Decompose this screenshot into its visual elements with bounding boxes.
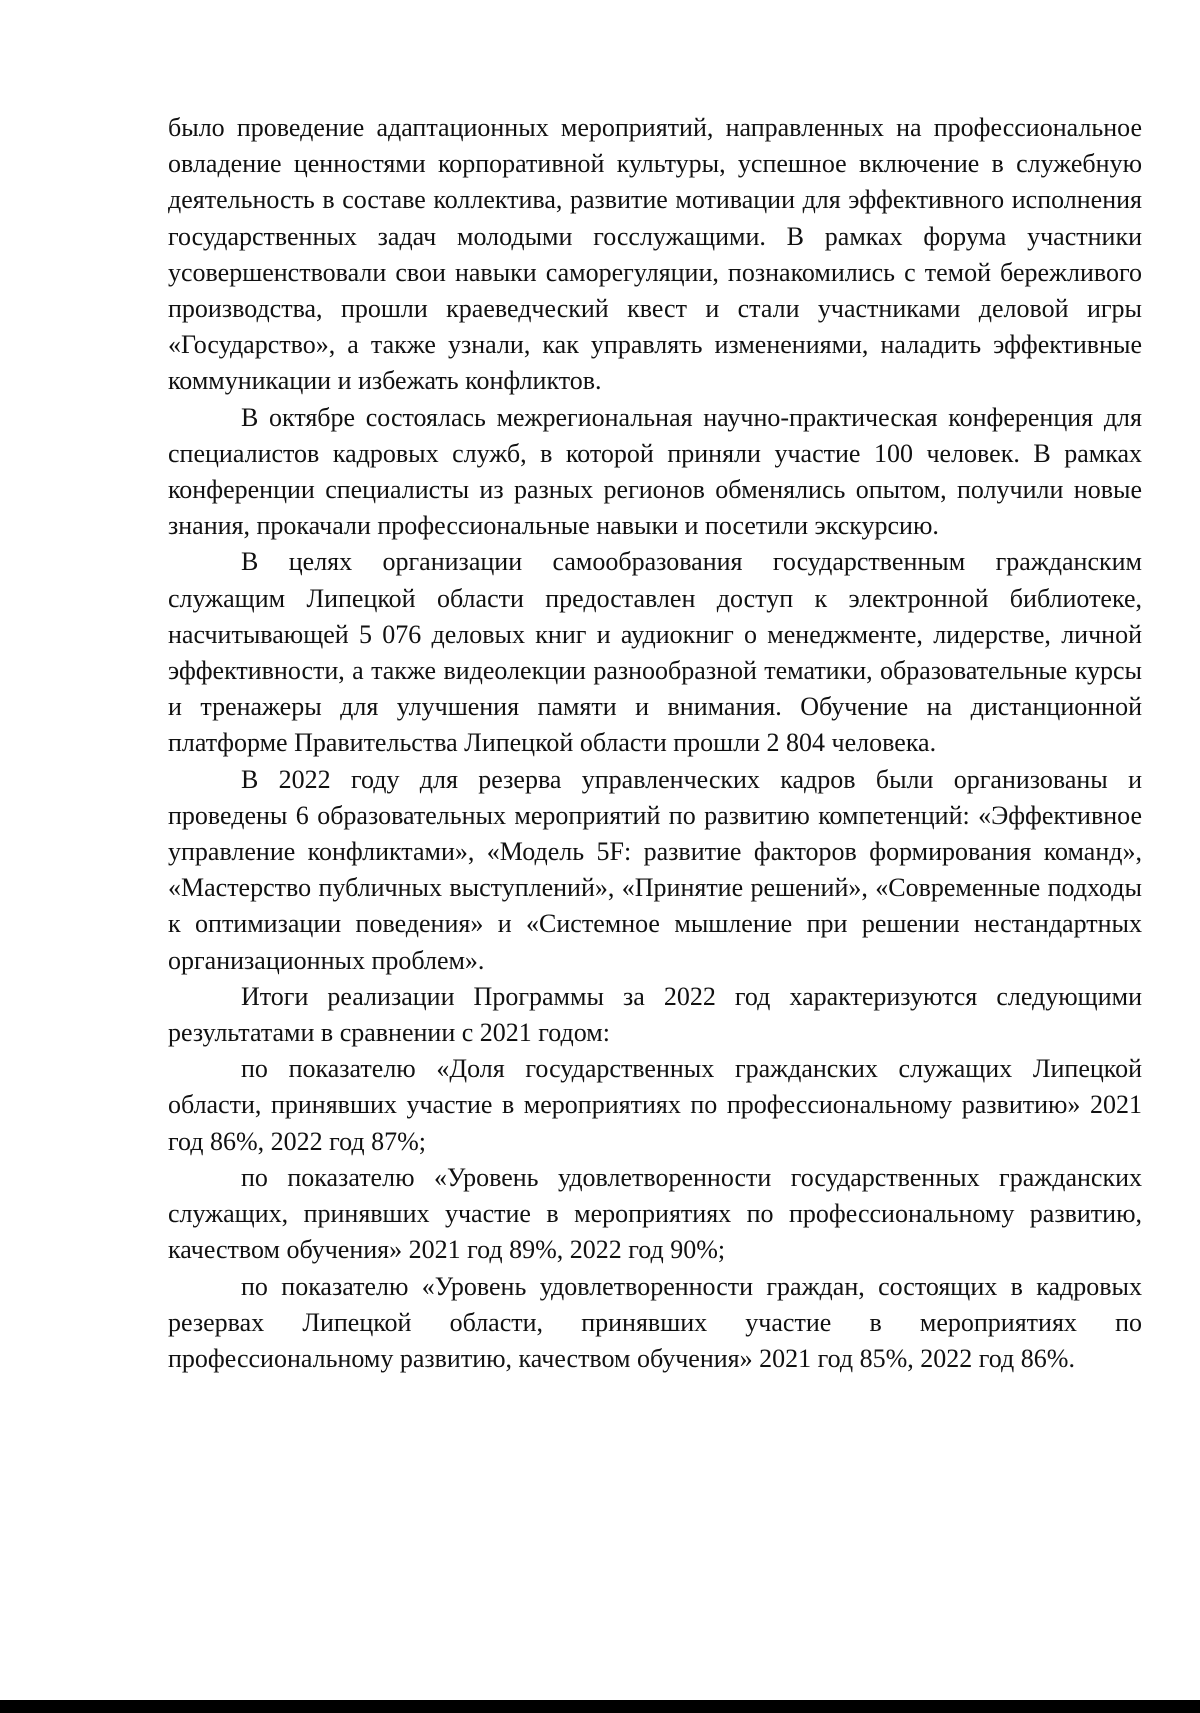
- paragraph-program-results: Итоги реализации Программы за 2022 год характеризуются следующими результатами в сравнении с 2021 годом:: [168, 981, 1142, 1048]
- paragraph-reserve-training: В 2022 году для резерва управленческих кадров были организованы и проведены 6 образовательных мероприятий по развитию компетенций: «Эффективное управление конфликтами», «Модель 5F: развитие факторов формирования команд», «Мастерство публичных выступлений», «Принятие решений», «Современные подходы к оптимизации поведения» и «Системное мышление при решении нестандартных организационных проблем».: [168, 764, 1142, 975]
- paragraph-conference: В октябре состоялась межрегиональная научно-практическая конференция для специалистов кадровых служб, в которой приняли участие 100 человек. В рамках конференции специалисты из разных регионов обменялись опытом, получили новые знания, прокачали профессиональные навыки и посетили экскурсию.: [168, 402, 1142, 541]
- scan-bottom-edge: [0, 1700, 1200, 1713]
- paragraph-indicator-civil-servants-satisfaction: по показателю «Уровень удовлетворенности государственных гражданских служащих, принявших участие в мероприятиях по профессиональному развитию, качеством обучения» 2021 год 89%, 2022 год 90%;: [168, 1162, 1142, 1265]
- paragraph-adaptation-events: было проведение адаптационных мероприятий, направленных на профессиональное овладение ценностями корпоративной культуры, успешное включение в служебную деятельность в составе коллектива, развитие мотивации для эффективного исполнения государственных задач молодыми госслужащими. В рамках форума участники усовершенствовали свои навыки саморегуляции, познакомились с темой бережливого производства, прошли краеведческий квест и стали участниками деловой игры «Государство», а также узнали, как управлять изменениями, наладить эффективные коммуникации и избежать конфликтов.: [168, 113, 1142, 396]
- paragraph-indicator-reserve-satisfaction: по показателю «Уровень удовлетворенности граждан, состоящих в кадровых резервах Липецкой области, принявших участие в мероприятиях по профессиональному развитию, качеством обучения» 2021 год 85%, 2022 год 86%.: [168, 1271, 1142, 1373]
- paragraph-indicator-share: по показателю «Доля государственных гражданских служащих Липецкой области, принявших участие в мероприятиях по профессиональному развитию» 2021 год 86%, 2022 год 87%;: [168, 1054, 1142, 1156]
- paragraph-e-library: В целях организации самообразования государственным гражданским служащим Липецкой области предоставлен доступ к электронной библиотеке, насчитывающей 5 076 деловых книг и аудиокниг о менеджменте, лидерстве, личной эффективности, а также видеолекции разнообразной тематики, образовательные курсы и тренажеры для улучшения памяти и внимания. Обучение на дистанционной платформе Правительства Липецкой области прошли 2 804 человека.: [168, 547, 1142, 758]
- document-body: [168, 110, 1142, 1377]
